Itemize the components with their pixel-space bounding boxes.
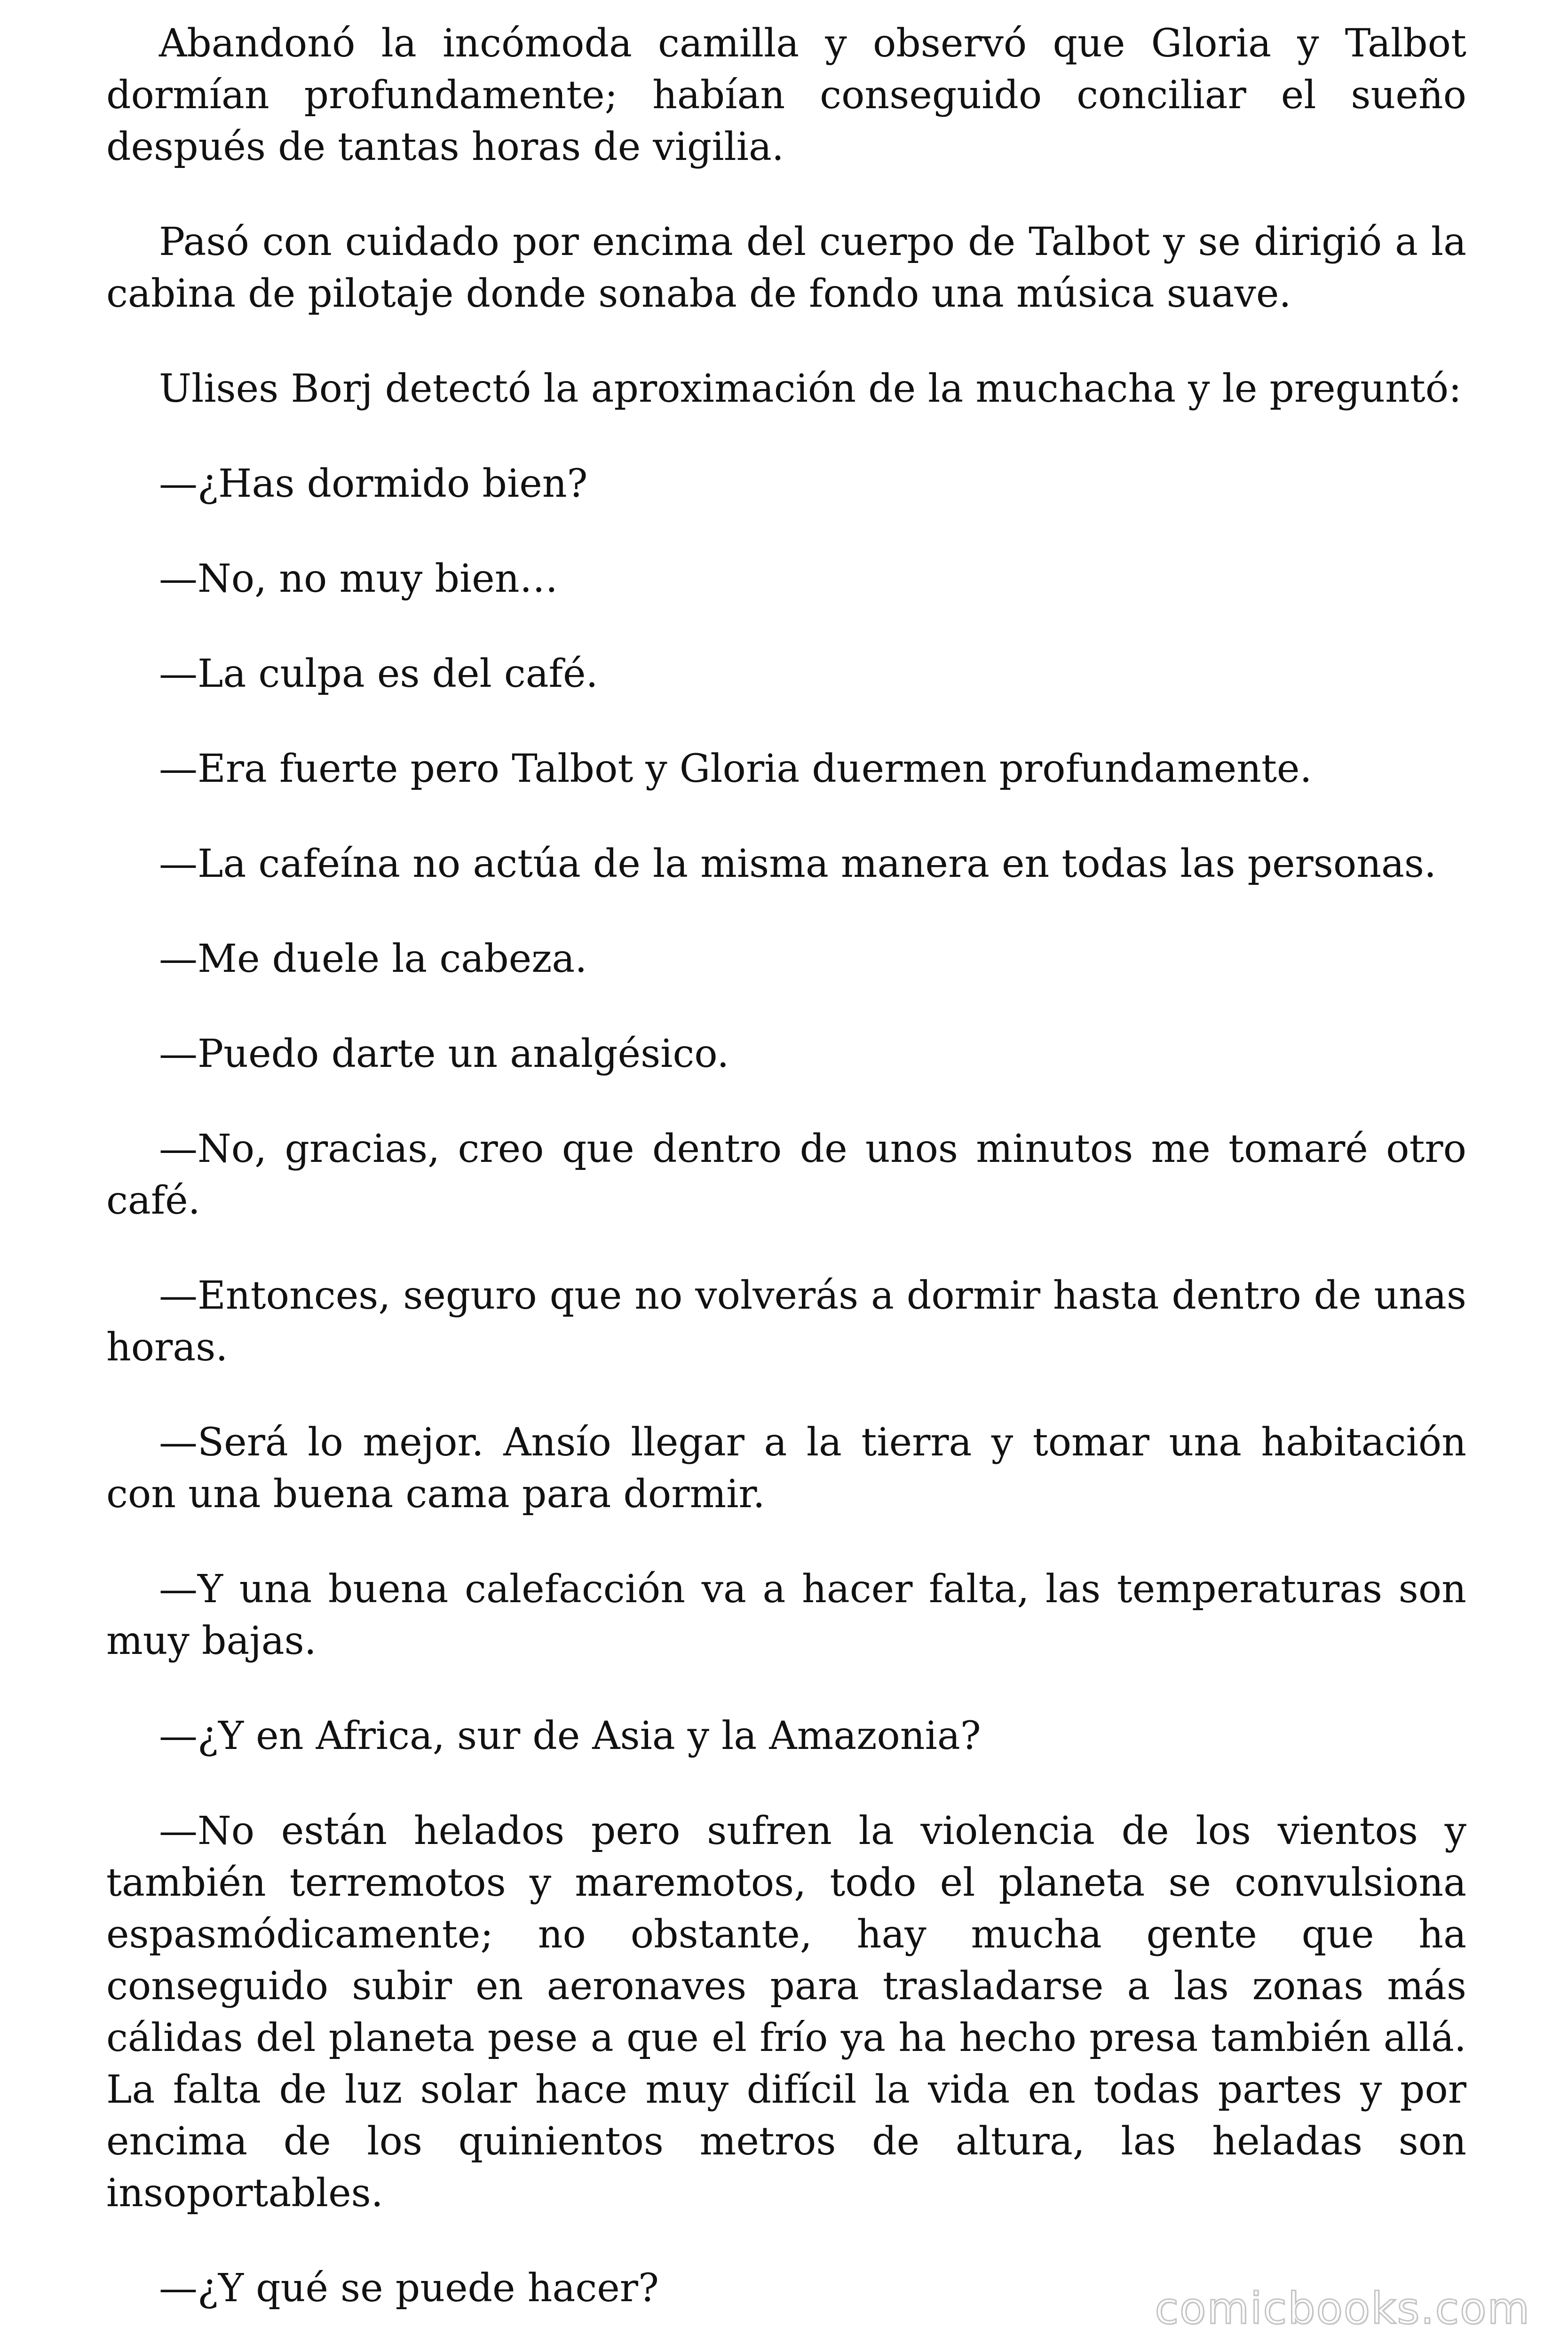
dialogue-line-7: —Puedo darte un analgésico. <box>159 1032 729 1076</box>
dialogue-line-1: —¿Has dormido bien? <box>159 461 588 506</box>
dialogue-line-4: —Era fuerte pero Talbot y Gloria duermen profundamente. <box>159 747 1312 791</box>
dialogue-line-5: —La cafeína no actúa de la misma manera en todas las personas. <box>159 842 1437 886</box>
dialogue-line-14: —¿Y qué se puede hacer? <box>159 2266 659 2311</box>
dialogue-line-9: —Entonces, seguro que no volverás a dormir hasta dentro de unas horas. <box>106 1273 1466 1370</box>
book-page-body <box>106 18 1466 2314</box>
dialogue-line-12: —¿Y en Africa, sur de Asia y la Amazonia? <box>159 1714 981 1758</box>
dialogue-line-3: —La culpa es del café. <box>159 652 598 696</box>
paragraph-2: Pasó con cuidado por encima del cuerpo de Talbot y se dirigió a la cabina de pilotaje donde sonaba de fondo una música suave. <box>106 220 1466 316</box>
dialogue-line-10: —Será lo mejor. Ansío llegar a la tierra y tomar una habitación con una buena cama para dormir. <box>106 1420 1466 1517</box>
paragraph-3: Ulises Borj detectó la aproximación de la muchacha y le preguntó: <box>159 366 1462 411</box>
paragraph-1: Abandonó la incómoda camilla y observó que Gloria y Talbot dormían profundamente; habían conseguido conciliar el sueño después de tantas horas de vigilia. <box>106 21 1466 169</box>
dialogue-line-11: —Y una buena calefacción va a hacer falta, las temperaturas son muy bajas. <box>106 1567 1466 1663</box>
dialogue-line-8: —No, gracias, creo que dentro de unos minutos me tomaré otro café. <box>106 1127 1466 1223</box>
site-watermark: comicbooks.com <box>1155 2283 1530 2334</box>
dialogue-line-6: —Me duele la cabeza. <box>159 937 587 981</box>
dialogue-line-2: —No, no muy bien… <box>159 556 558 601</box>
dialogue-line-13: —No están helados pero sufren la violencia de los vientos y también terremotos y maremotos, todo el planeta se convulsiona espasmódicamente; no obstante, hay mucha gente que ha conseguido subir en aeronaves para trasladarse a las zonas más cálidas del planeta pese a que el frío ya ha hecho presa también allá. La falta de luz solar hace muy difícil la vida en todas partes y por encima de los quinientos metros de altura, las heladas son insoportables. <box>106 1809 1466 2216</box>
